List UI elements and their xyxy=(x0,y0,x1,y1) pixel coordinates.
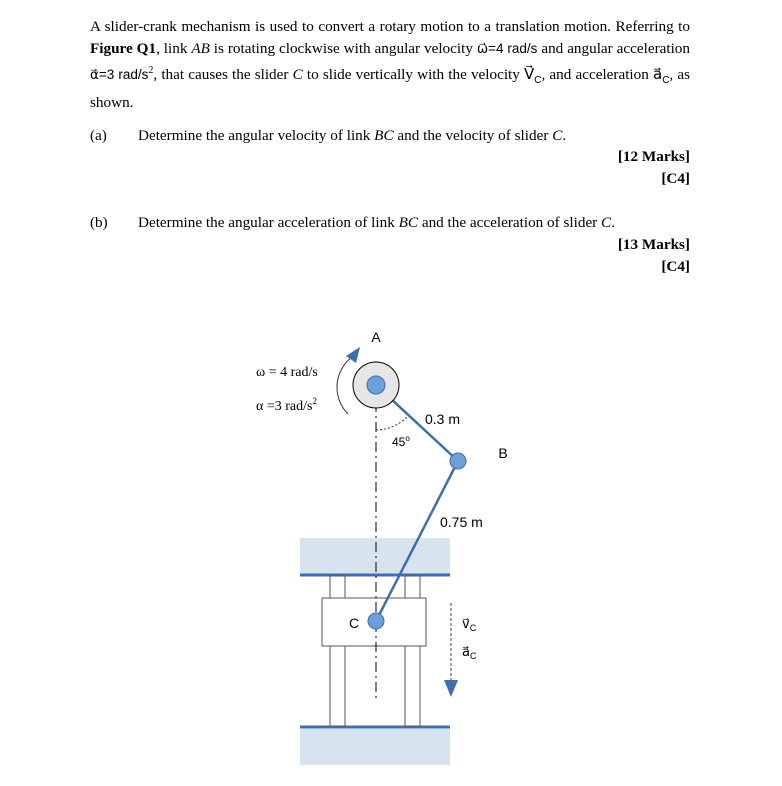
part-a-question: Determine the angular velocity of link BC and the velocity of slider C. xyxy=(138,127,567,144)
joint-a xyxy=(367,376,385,394)
angle-arc xyxy=(376,416,408,430)
bc-length-label: 0.75 m xyxy=(440,514,483,530)
alpha-label: α =3 rad/$s^2$ xyxy=(256,396,317,414)
label-a: A xyxy=(371,329,381,345)
upper-wall xyxy=(300,538,450,574)
omega-label: ω = 4 rad/s xyxy=(256,365,318,380)
problem-statement: A slider-crank mechanism is used to convert a rotary motion to a translation motion. Referring to Figure Q1, link AB is rotating clockwise with angular velocity ω⃗=4 rad/s and angular acceleration α⃗=3 rad/$s^2$, that causes the slider C to slide vertically with the velocity $V⃗_C$, and acceleration $a⃗_C$, as shown. xyxy=(90,18,691,112)
part-a-marks: [12 Marks] xyxy=(617,148,690,165)
joint-b xyxy=(450,453,466,469)
rotation-arc xyxy=(337,357,352,414)
ac-label: $a⃗_C$ xyxy=(462,644,477,661)
angle-label: 45$^o$ xyxy=(392,434,410,449)
label-b: B xyxy=(498,445,508,461)
lower-wall xyxy=(300,729,450,765)
part-b-label: (b) xyxy=(90,214,108,231)
part-a-code: [C4] xyxy=(661,170,690,187)
part-b-marks: [13 Marks] xyxy=(617,236,690,253)
ab-length-label: 0.3 m xyxy=(425,411,461,427)
part-b-question: Determine the angular acceleration of link BC and the acceleration of slider C. xyxy=(138,214,615,231)
part-b-code: [C4] xyxy=(661,258,690,275)
velocity-arrow-head-icon xyxy=(444,680,458,697)
joint-c xyxy=(368,613,384,629)
vc-label: $v⃗_C$ xyxy=(462,616,477,633)
label-c: C xyxy=(348,615,360,631)
part-a-label: (a) xyxy=(90,127,107,144)
figure-reference: Figure Q1 xyxy=(90,40,157,57)
